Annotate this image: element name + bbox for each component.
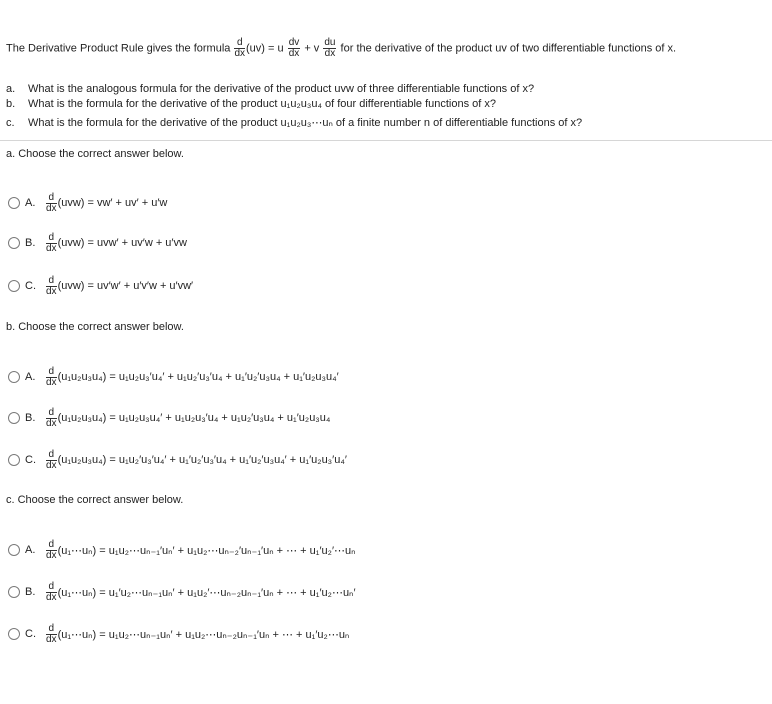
question-text: What is the formula for the derivative of the product u₁u₂u₃⋯uₙ of a finite number n of differentiable functions of x? <box>28 117 583 129</box>
radio-button[interactable] <box>8 586 20 598</box>
d-dx-fraction: $\frac{d}{dx}$ <box>46 538 57 561</box>
question-a <box>6 83 534 95</box>
d-dx-fraction: $\frac{d}{dx}$ <box>46 580 57 603</box>
radio-button[interactable] <box>8 280 20 292</box>
option-label: C. <box>25 280 36 292</box>
part-a-option-a[interactable] <box>8 186 167 220</box>
d-dx-fraction: $\frac{d}{dx}$ <box>46 191 57 214</box>
part-a-heading: a. Choose the correct answer below. <box>6 148 184 160</box>
option-label: B. <box>25 586 36 598</box>
option-expression: (uvw) = uv′w′ + u′v′w + u′vw′ <box>57 280 194 292</box>
option-label: A. <box>25 197 36 209</box>
question-text: What is the analogous formula for the derivative of the product uvw of three differentiable functions of x? <box>28 83 535 95</box>
radio-button[interactable] <box>8 197 20 209</box>
part-b-heading: b. Choose the correct answer below. <box>6 321 184 333</box>
part-c-option-c[interactable] <box>8 617 349 651</box>
option-label: A. <box>25 371 36 383</box>
question-letter: c. <box>6 117 15 129</box>
radio-button[interactable] <box>8 412 20 424</box>
question-b <box>6 98 496 110</box>
d-dx-fraction: $\frac{d}{dx}$ <box>234 37 246 59</box>
d-dx-fraction: $\frac{d}{dx}$ <box>46 622 57 645</box>
part-b-option-b[interactable] <box>8 401 330 435</box>
d-dx-fraction: $\frac{d}{dx}$ <box>46 231 57 254</box>
du-dx-fraction: $\frac{du}{dx}$ <box>324 37 336 59</box>
radio-button[interactable] <box>8 544 20 556</box>
option-expression: (u₁⋯uₙ) = u₁′u₂⋯uₙ₋₁uₙ′ + u₁u₂′⋯uₙ₋₂uₙ₋₁′uₙ + ⋯ + u₁′u₂⋯uₙ′ <box>57 586 356 599</box>
option-label: B. <box>25 237 36 249</box>
dv-dx-fraction: $\frac{dv}{dx}$ <box>288 37 300 59</box>
intro-text-after: for the derivative of the product uv of two differentiable functions of x. <box>340 42 677 55</box>
intro-plus-v: + v <box>304 42 320 55</box>
option-expression: (uvw) = uvw′ + uv′w + u′vw <box>57 237 187 249</box>
option-label: A. <box>25 544 36 556</box>
radio-button[interactable] <box>8 628 20 640</box>
d-dx-fraction: $\frac{d}{dx}$ <box>46 274 57 297</box>
part-a-option-c[interactable] <box>8 269 193 303</box>
question-text: What is the formula for the derivative of the product u₁u₂u₃u₄ of four differentiable functions of x? <box>28 98 497 110</box>
option-expression: (uvw) = vw′ + uv′ + u′w <box>57 197 168 209</box>
intro-expr: (uv) = u <box>246 42 284 55</box>
option-expression: (u₁u₂u₃u₄) = u₁u₂u₃u₄′ + u₁u₂u₃′u₄ + u₁u₂′u₃u₄ + u₁′u₂u₃u₄ <box>57 412 331 424</box>
option-expression: (u₁u₂u₃u₄) = u₁u₂′u₃′u₄′ + u₁′u₂′u₃′u₄ + u₁′u₂′u₃u₄′ + u₁′u₂u₃′u₄′ <box>57 454 347 466</box>
option-expression: (u₁⋯uₙ) = u₁u₂⋯uₙ₋₁′uₙ′ + u₁u₂⋯uₙ₋₂′uₙ₋₁′uₙ + ⋯ + u₁′u₂′⋯uₙ <box>57 544 356 557</box>
option-expression: (u₁⋯uₙ) = u₁u₂⋯uₙ₋₁uₙ′ + u₁u₂⋯uₙ₋₂uₙ₋₁′uₙ + ⋯ + u₁′u₂⋯uₙ <box>57 628 350 641</box>
question-letter: b. <box>6 98 16 110</box>
problem-intro <box>6 38 676 59</box>
part-c-heading: c. Choose the correct answer below. <box>6 494 184 506</box>
divider <box>0 140 772 141</box>
d-dx-fraction: $\frac{d}{dx}$ <box>46 406 57 429</box>
option-label: B. <box>25 412 36 424</box>
question-letter: a. <box>6 83 16 95</box>
d-dx-fraction: $\frac{d}{dx}$ <box>46 448 57 471</box>
intro-text-before: The Derivative Product Rule gives the formula <box>6 42 231 55</box>
option-label: C. <box>25 628 36 640</box>
part-c-option-b[interactable] <box>8 575 356 609</box>
radio-button[interactable] <box>8 371 20 383</box>
radio-button[interactable] <box>8 237 20 249</box>
part-b-option-c[interactable] <box>8 443 347 477</box>
radio-button[interactable] <box>8 454 20 466</box>
part-b-option-a[interactable] <box>8 360 339 394</box>
option-expression: (u₁u₂u₃u₄) = u₁u₂u₃′u₄′ + u₁u₂′u₃′u₄ + u₁′u₂′u₃u₄ + u₁′u₂u₃u₄′ <box>57 371 339 383</box>
d-dx-fraction: $\frac{d}{dx}$ <box>46 365 57 388</box>
question-c <box>6 116 582 129</box>
part-c-option-a[interactable] <box>8 533 356 567</box>
part-a-option-b[interactable] <box>8 226 187 260</box>
option-label: C. <box>25 454 36 466</box>
